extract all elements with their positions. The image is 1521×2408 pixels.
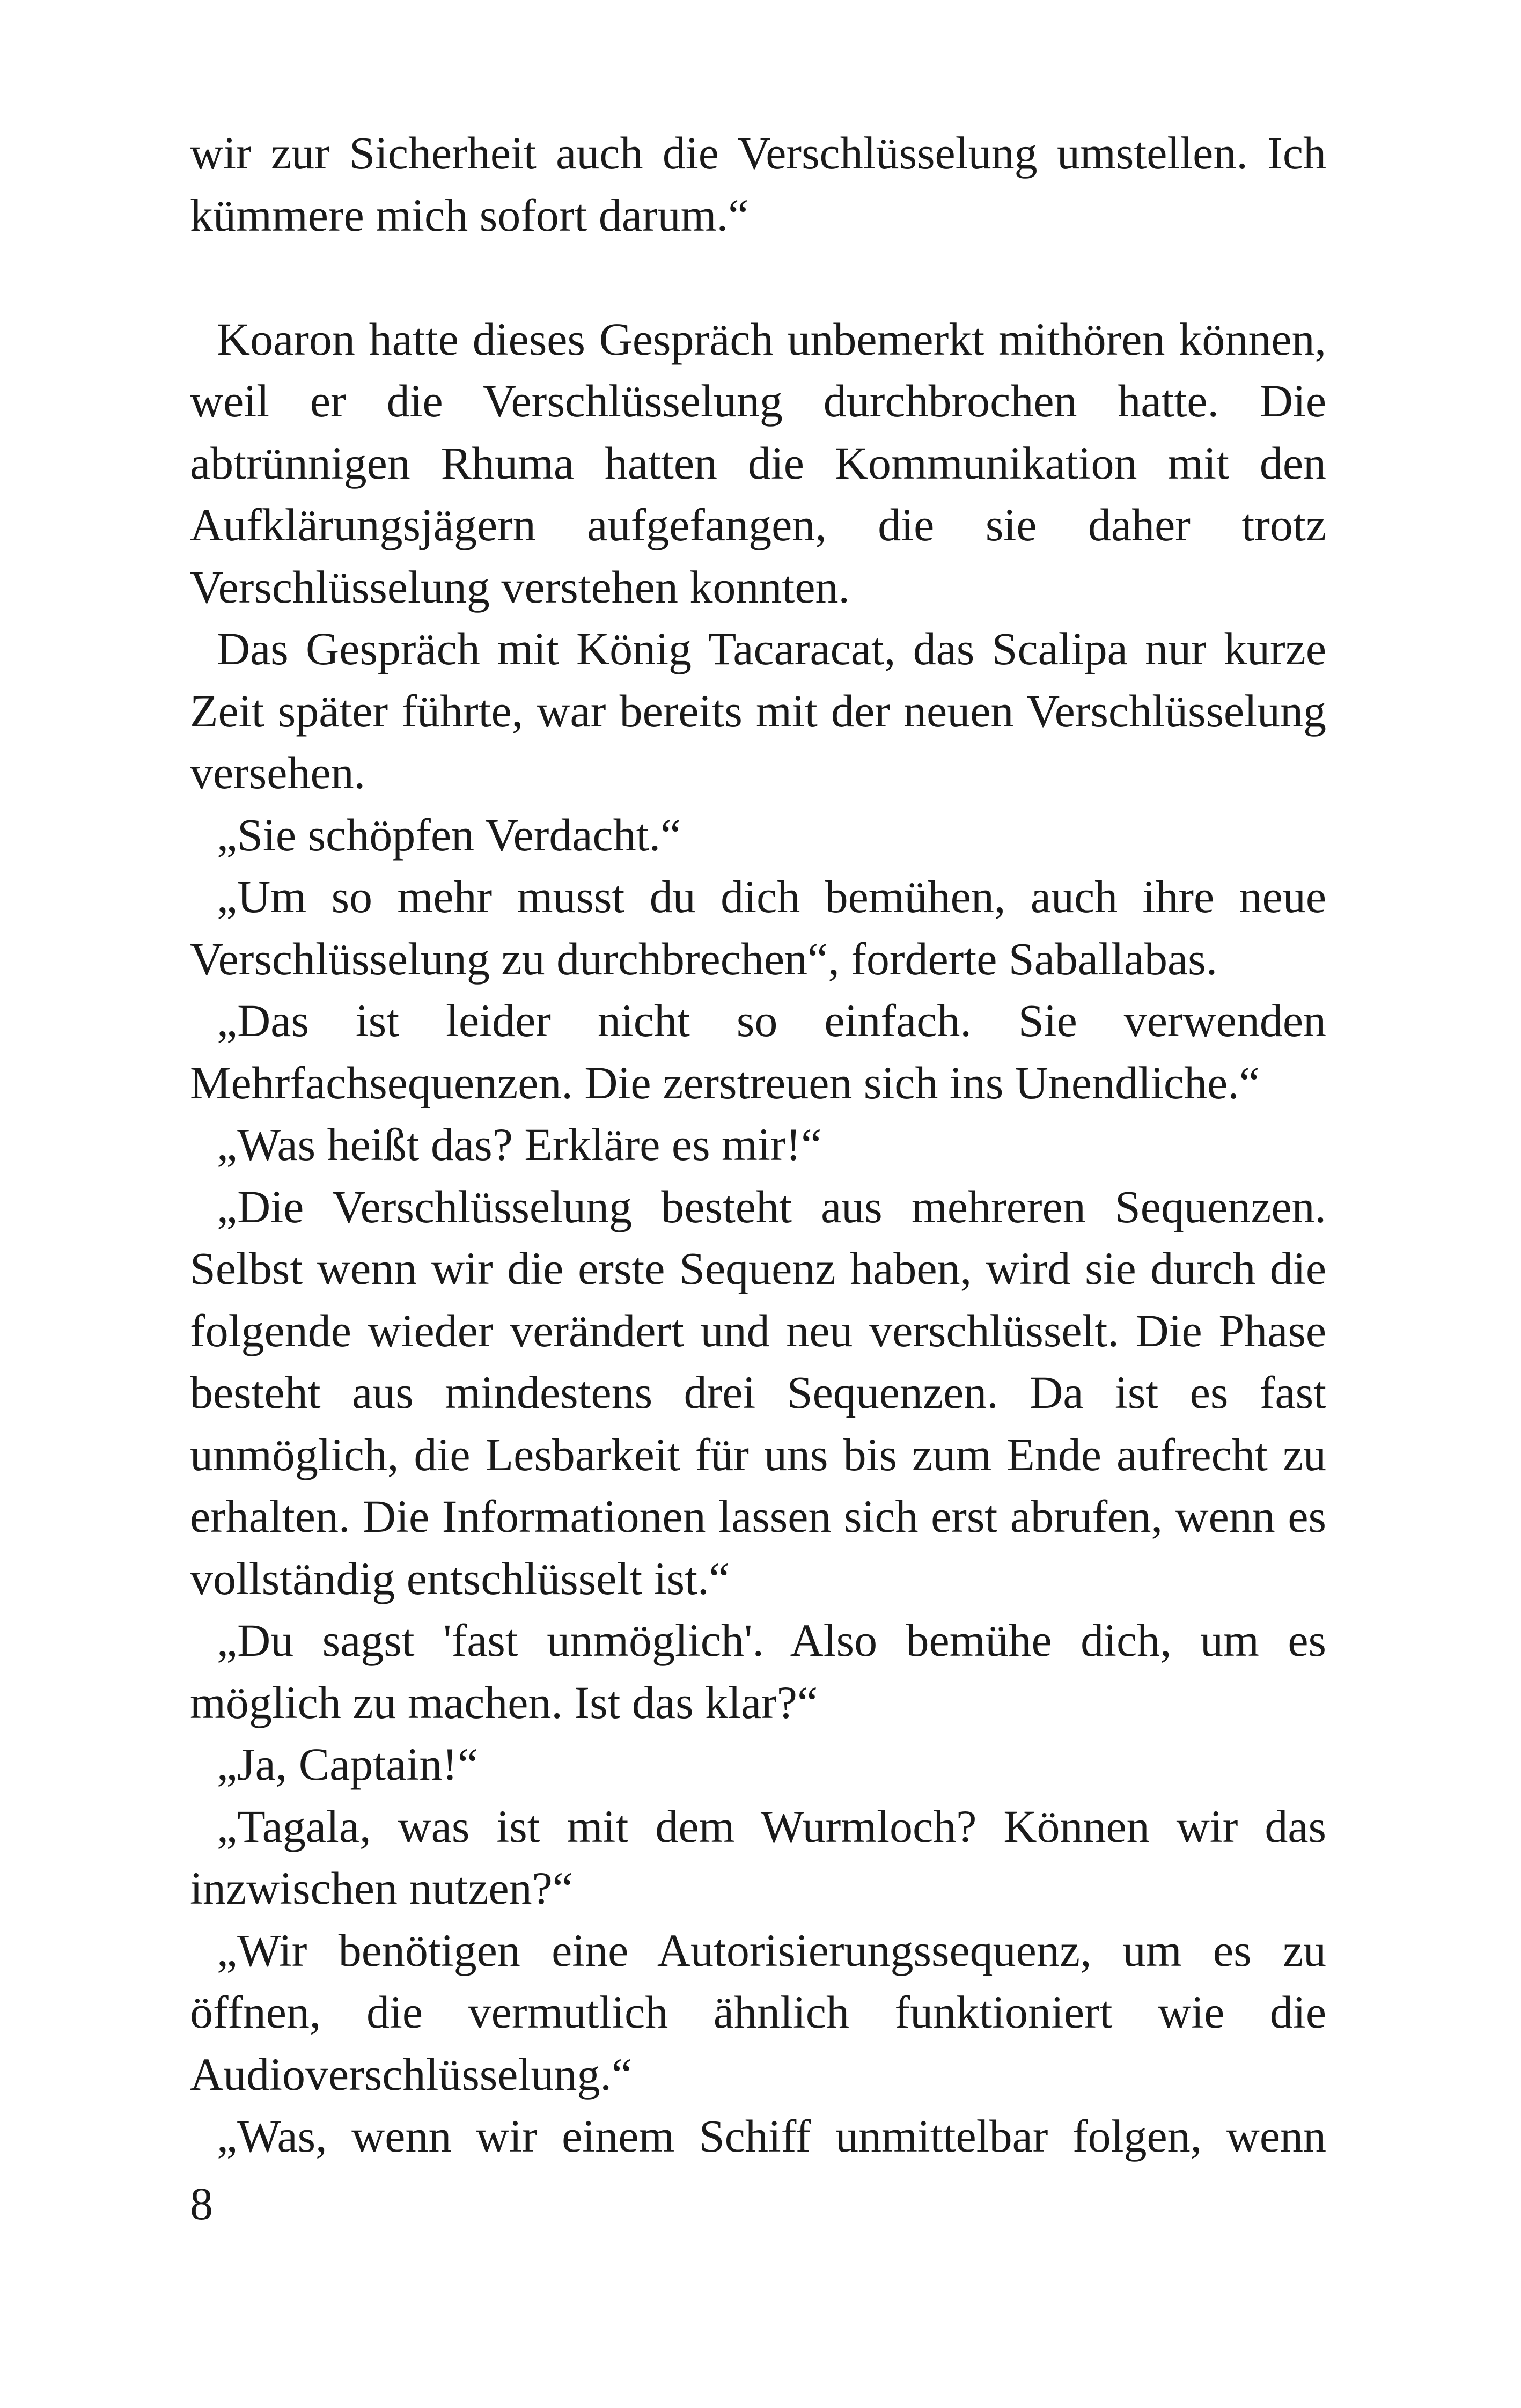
dialogue-paragraph: „Wir benötigen eine Autorisierungssequenz, um es zu öffnen, die vermutlich ähnlich funktioniert wie die Audioverschlüsselung.“ bbox=[190, 1924, 1326, 2100]
section-break bbox=[190, 246, 1326, 309]
dialogue-paragraph: „Tagala, was ist mit dem Wurmloch? Können wir das inzwischen nutzen?“ bbox=[190, 1800, 1326, 1914]
dialogue-paragraph: „Du sagst 'fast unmöglich'. Also bemühe dich, um es möglich zu machen. Ist das klar?“ bbox=[190, 1614, 1326, 1728]
dialogue-paragraph: „Ja, Captain!“ bbox=[217, 1738, 479, 1790]
dialogue-paragraph: „Das ist leider nicht so einfach. Sie verwenden Mehrfachsequenzen. Die zerstreuen sich ins Unendliche.“ bbox=[190, 995, 1326, 1108]
dialogue-paragraph: „Sie schöpfen Verdacht.“ bbox=[217, 809, 681, 861]
paragraph: Koaron hatte dieses Gespräch unbemerkt mithören können, weil er die Verschlüsselung durchbrochen hatte. Die abtrünnigen Rhuma hatten die Kommunikation mit den Aufklärungsjägern aufgefangen, die sie daher trotz Verschlüsselung verstehen konnten. bbox=[190, 313, 1326, 613]
paragraph: Das Gespräch mit König Tacaracat, das Scalipa nur kurze Zeit später führte, war bereits mit der neuen Verschlüsselung versehen. bbox=[190, 623, 1326, 798]
dialogue-paragraph-continues: „Was, wenn wir einem Schiff unmittelbar folgen, wenn bbox=[217, 2110, 1326, 2162]
dialogue-paragraph: „Die Verschlüsselung besteht aus mehreren Sequenzen. Selbst wenn wir die erste Sequenz haben, wird sie durch die folgende wieder verändert und neu verschlüsselt. Die Phase besteht aus mindestens drei Sequenzen. Da ist es fast unmöglich, die Lesbarkeit für uns bis zum Ende aufrecht zu erhalten. Die Informationen lassen sich erst abrufen, wenn es vollständig entschlüsselt ist.“ bbox=[190, 1180, 1326, 1604]
paragraph-continuation: wir zur Sicherheit auch die Verschlüsselung umstellen. Ich kümmere mich sofort darum.“ bbox=[190, 127, 1326, 241]
dialogue-paragraph: „Was heißt das? Erkläre es mir!“ bbox=[217, 1119, 822, 1170]
page-body bbox=[190, 122, 1326, 2168]
dialogue-paragraph: „Um so mehr musst du dich bemühen, auch ihre neue Verschlüsselung zu durchbrechen“, forderte Saballabas. bbox=[190, 871, 1326, 985]
page-number: 8 bbox=[190, 2178, 213, 2229]
